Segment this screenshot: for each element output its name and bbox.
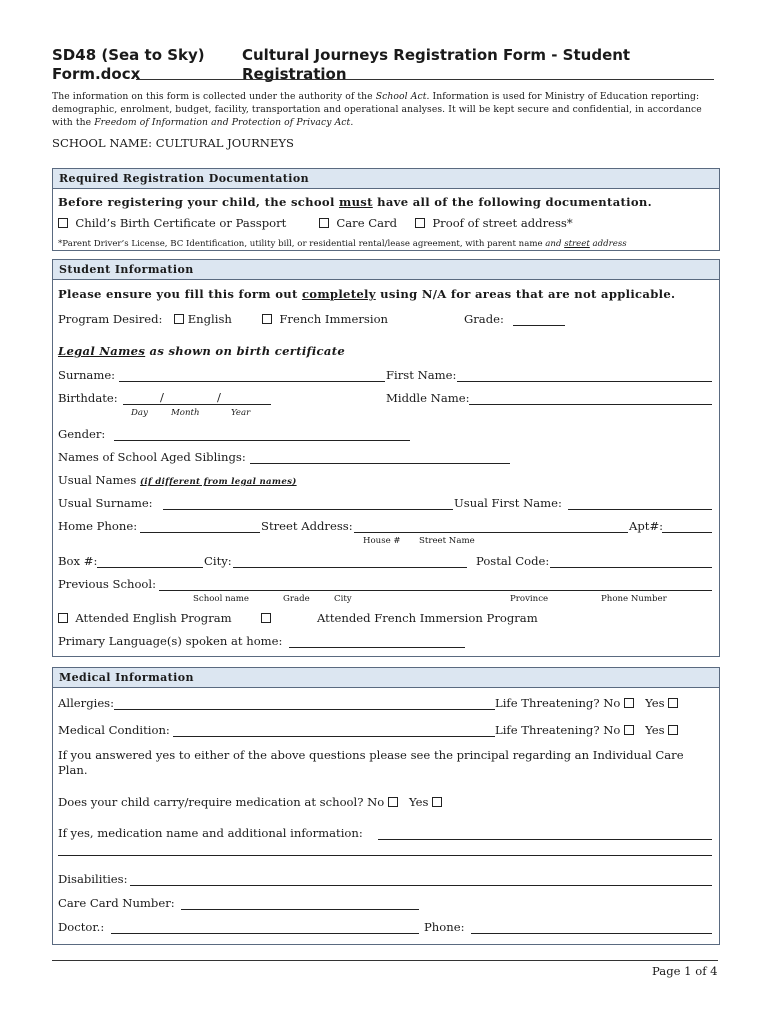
attended-french-label: Attended French Immersion Program [317,611,538,625]
page-number: Page 1 of 4 [652,964,718,978]
allergies-label: Allergies: [58,696,115,710]
grade-label: Grade: [464,312,504,326]
home-phone-field[interactable] [140,532,260,533]
docs-instruction: Before registering your child, the school must have all of the following documentation. [58,195,652,209]
usual-first-name-label: Usual First Name: [454,496,562,510]
medication-question: Does your child carry/require medication at school? No Yes [58,795,442,809]
disabilities-field[interactable] [130,885,712,886]
program-desired-label: Program Desired: [58,312,163,326]
doc-item-birth-certificate: Child’s Birth Certificate or Passport [58,216,286,230]
primary-language-label: Primary Language(s) spoken at home: [58,634,283,648]
siblings-label: Names of School Aged Siblings: [58,450,246,464]
student-info-section [52,259,720,657]
postal-code-field[interactable] [550,567,712,568]
apt-label: Apt#: [629,519,664,533]
doc-item-proof-address: Proof of street address* [415,216,573,230]
phone-label: Phone: [424,920,465,934]
primary-language-field[interactable] [289,647,465,648]
title-underline [136,79,714,80]
postal-code-label: Postal Code: [476,554,550,568]
checkbox[interactable] [415,218,425,228]
doctor-field[interactable] [111,933,419,934]
checkbox[interactable] [624,698,634,708]
checkbox[interactable] [432,797,442,807]
intro-paragraph: The information on this form is collected under the authority of the School Act. Information is used for Ministry of Education reporting: demographic, enrolment, budget, facility, transportation and operational analyses. It will be kept secure and confidential, in accordance with the Freedom of Information and Protection of Privacy Act. [52,91,702,128]
gender-label: Gender: [58,427,106,441]
usual-first-name-field[interactable] [568,509,712,510]
checkbox[interactable] [668,698,678,708]
street-name-caption: Street Name [419,536,475,546]
middle-name-field[interactable] [469,404,712,405]
previous-school-field[interactable] [159,590,712,591]
student-instruction: Please ensure you fill this form out completely using N/A for areas that are not applicable. [58,287,676,301]
section-header: Required Registration Documentation [53,169,719,189]
grade-field[interactable] [513,325,565,326]
checkbox[interactable] [261,613,271,623]
usual-surname-label: Usual Surname: [58,496,153,510]
care-card-label: Care Card Number: [58,896,175,910]
care-plan-note: If you answered yes to either of the above questions please see the principal regarding an Individual Care Plan. [58,748,684,777]
attended-french-checkbox-wrap [261,611,271,625]
province-caption: Province [510,594,549,604]
surname-label: Surname: [58,368,116,382]
birthdate-label: Birthdate: [58,391,118,405]
previous-school-label: Previous School: [58,577,157,591]
medication-info-field[interactable] [378,839,712,840]
day-caption: Day [131,408,148,418]
condition-life-threatening: Life Threatening? No Yes [495,723,678,737]
city-caption: City [334,594,352,604]
phone-number-caption: Phone Number [601,594,667,604]
checkbox[interactable] [262,314,272,324]
usual-surname-field[interactable] [163,509,453,510]
section-header: Medical Information [53,668,719,688]
doctor-phone-field[interactable] [471,933,712,934]
legal-names-heading: Legal Names as shown on birth certificate [58,344,346,358]
title-district: SD48 (Sea to Sky) [52,46,205,64]
city-label: City: [204,554,232,568]
box-label: Box #: [58,554,98,568]
required-docs-section [52,168,720,251]
gender-field[interactable] [114,440,410,441]
month-caption: Month [171,408,200,418]
surname-field[interactable] [119,381,385,382]
first-name-field[interactable] [457,381,712,382]
checkbox[interactable] [319,218,329,228]
doc-item-care-card: Care Card [319,216,397,230]
city-field[interactable] [233,567,467,568]
checkbox[interactable] [58,218,68,228]
school-name-caption: School name [193,594,249,604]
title-form-name: Cultural Journeys Registration Form - Student Registration [242,46,631,83]
care-card-field[interactable] [181,909,419,910]
grade-caption: Grade [283,594,310,604]
street-address-label: Street Address: [261,519,353,533]
checkbox[interactable] [174,314,184,324]
usual-names-label: Usual Names (if different from legal names) [58,473,297,487]
section-header: Student Information [53,260,719,280]
home-phone-label: Home Phone: [58,519,138,533]
birthdate-field[interactable] [123,404,271,405]
medication-info-label: If yes, medication name and additional information: [58,826,363,840]
attended-english-option: Attended English Program [58,611,232,625]
street-address-field[interactable] [354,532,628,533]
checkbox[interactable] [58,613,68,623]
apt-field[interactable] [662,532,712,533]
title-filename: Form.docx [52,65,141,83]
middle-name-label: Middle Name: [386,391,470,405]
date-slash: / [217,390,221,404]
medical-info-section [52,667,720,945]
footer-rule [52,960,718,961]
house-number-caption: House # [363,536,401,546]
medical-condition-label: Medical Condition: [58,723,170,737]
checkbox[interactable] [668,725,678,735]
program-french-option: French Immersion [262,312,388,326]
siblings-field[interactable] [250,463,510,464]
allergies-field[interactable] [114,709,495,710]
medical-condition-field[interactable] [173,736,495,737]
program-english-option: English [174,312,232,326]
school-name: SCHOOL NAME: CULTURAL JOURNEYS [52,136,295,150]
docs-footnote: *Parent Driver’s License, BC Identification, utility bill, or residential rental/lease agreement, with parent name and street address [58,239,627,249]
allergy-life-threatening: Life Threatening? No Yes [495,696,678,710]
date-slash: / [160,390,164,404]
checkbox[interactable] [388,797,398,807]
box-field[interactable] [97,567,203,568]
medication-info-field-line2[interactable] [58,855,712,856]
disabilities-label: Disabilities: [58,872,128,886]
checkbox[interactable] [624,725,634,735]
doctor-label: Doctor.: [58,920,105,934]
first-name-label: First Name: [386,368,457,382]
year-caption: Year [231,408,251,418]
